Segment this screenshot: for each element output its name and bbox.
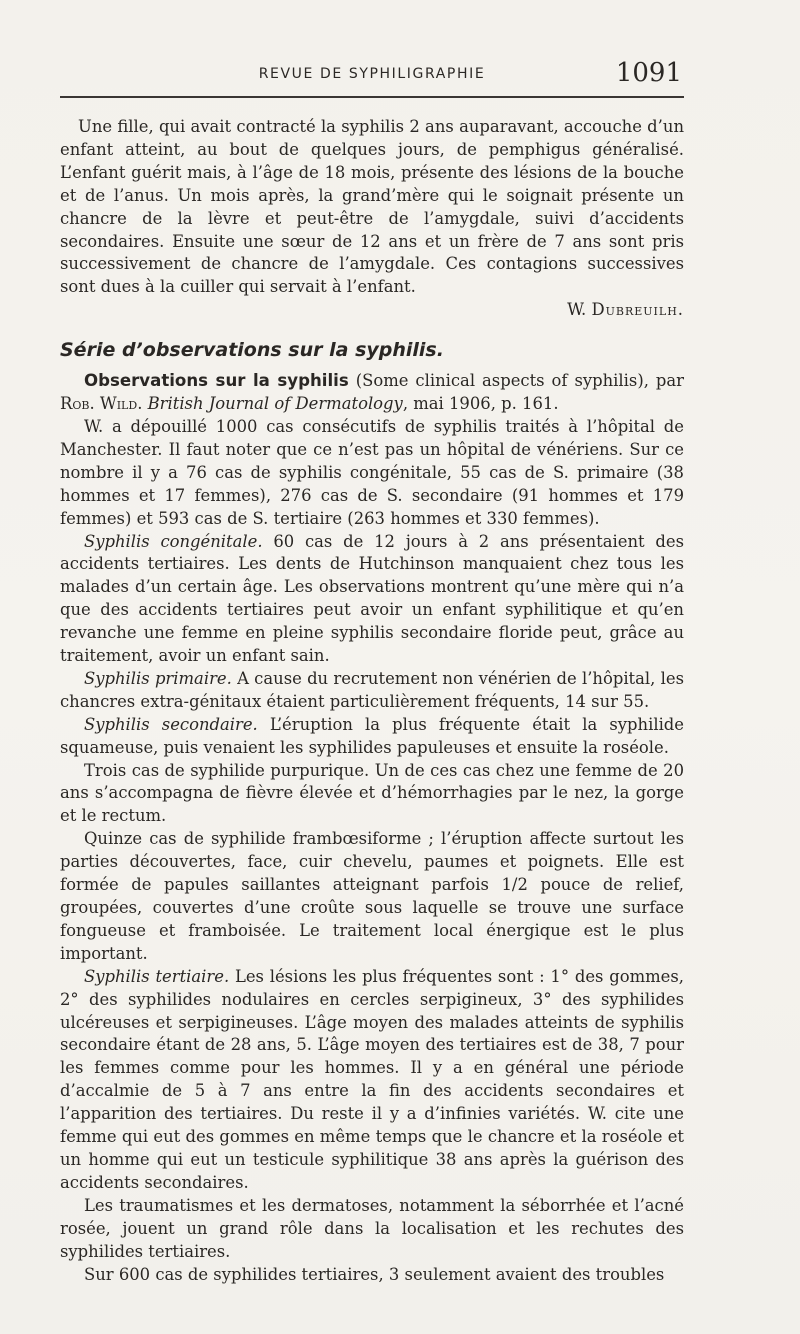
body-text (60, 116, 684, 1286)
body-paragraph (60, 1264, 684, 1287)
paragraph-text: W. a dépouillé 1000 cas consécutifs de syphilis traités à l’hôpital de Manchester. Il faut noter que ce n’est pas un hôpital de vénériens. Sur ce nombre il y a 76 cas de syphilis congénitale, 55 cas de S. primaire (38 hommes et 17 femmes), 276 cas de S. secondaire (91 hommes et 179 femmes) et 593 cas de S. tertiaire (263 hommes et 330 femmes). (60, 416, 684, 528)
journal-name: British Journal of Dermatology (147, 394, 403, 414)
body-paragraph (60, 531, 684, 668)
article-subtitle: (Some clinical aspects of syphilis), par (348, 371, 684, 391)
body-paragraph (60, 668, 684, 714)
paragraph-label: Syphilis primaire. (84, 668, 232, 688)
body-paragraph (60, 760, 684, 829)
page-number: 1091 (615, 58, 682, 88)
citation-details: , mai 1906, p. 161. (402, 394, 559, 414)
paragraph-text: A cause du recrutement non vénérien de l’hôpital, les chancres extra-génitaux étaient particulièrement fréquents, 14 sur 55. (60, 668, 684, 711)
paragraph-text: Quinze cas de syphilide frambœsiforme ; l’éruption affecte surtout les parties découvertes, face, cuir chevelu, paumes et poignets. Elle est formée de papules saillantes atteignant parfois 1/2 pouce de relief, groupées, couvertes d’une croûte sous laquelle se trouve une surface fongueuse et framboisée. Le traitement local énergique est le plus important. (60, 829, 684, 963)
header-rule (60, 96, 684, 98)
running-title: REVUE DE SYPHILIGRAPHIE (258, 66, 486, 82)
section-heading: Série d’observations sur la syphilis. (60, 339, 444, 362)
signature-initial: W. (567, 300, 592, 320)
paragraph-text: Trois cas de syphilide purpurique. Un de ces cas chez une femme de 20 ans s’accompagna de fièvre élevée et d’hémorrhagies par le nez, la gorge et le rectum. (60, 760, 684, 826)
review-text: Une fille, qui avait contracté la syphilis 2 ans auparavant, accouche d’un enfant atteint, au bout de quelques jours, de pemphigus généralisé. L’enfant guérit mais, à l’âge de 18 mois, présente des lésions de la bouche et de l’anus. Un mois après, la grand’mère qui le soignait présente un chancre de la lèvre et peut-être de l’amygdale, suivi d’accidents secondaires. Ensuite une sœur de 12 ans et un frère de 7 ans sont pris successivement de chancre de l’amygdale. Ces contagions successives sont dues à la cuiller qui servait à l’enfant. (60, 117, 684, 297)
paragraph-label: Syphilis congénitale. (84, 531, 263, 551)
body-paragraph (60, 828, 684, 965)
paragraph-text: Les lésions les plus fréquentes sont : 1° des gommes, 2° des syphilides nodulaires en cercles serpigineux, 3° des syphilides ulcéreuses et serpigineuses. L’âge moyen des malades atteints de syphilis secondaire étant de 28 ans, 5. L’âge moyen des tertiaires est de 38, 7 pour les femmes comme pour les hommes. Il y a en général une période d’accalmie de 5 à 7 ans entre la fin des accidents secondaires et l’apparition des tertiaires. Du reste il y a d’infinies variétés. W. cite une femme qui eut des gommes en même temps que le chancre et la roséole et un homme qui eut un testicule syphilitique 38 ans après la guérison des accidents secondaires. (60, 966, 684, 1192)
article-author: Rob. Wild (60, 394, 138, 414)
review-paragraph (60, 116, 684, 299)
paragraph-text: Sur 600 cas de syphilides tertiaires, 3 seulement avaient des troubles (84, 1264, 665, 1284)
body-paragraph (60, 714, 684, 760)
paragraph-text: L’éruption la plus fréquente était la syphilide squameuse, puis venaient les syphilides papuleuses et ensuite la roséole. (60, 714, 685, 757)
body-paragraph (60, 1195, 684, 1264)
signature-surname: Dubreuilh. (591, 300, 684, 320)
citation-paragraph (60, 370, 684, 416)
body-paragraph (60, 966, 684, 1195)
paragraph-label: Syphilis secondaire. (84, 714, 258, 734)
paragraph-label: Syphilis tertiaire. (84, 966, 230, 986)
author-separator: . (137, 394, 148, 414)
paragraph-text: Les traumatismes et les dermatoses, notamment la séborrhée et l’acné rosée, jouent un grand rôle dans la localisation et les rechutes des syphilides tertiaires. (60, 1195, 684, 1261)
body-paragraph (60, 416, 684, 531)
signature-line (60, 299, 684, 322)
article-title: Observations sur la syphilis (84, 371, 349, 391)
paragraph-text: 60 cas de 12 jours à 2 ans présentaient des accidents tertiaires. Les dents de Hutchinson manquaient chez tous les malades d’un certain âge. Les observations montrent qu’une mère qui n’a que des accidents tertiaires peut avoir un enfant syphilitique et qu’en revanche une femme en pleine syphilis secondaire floride peut, grâce au traitement, avoir un enfant sain. (60, 531, 684, 666)
reviewer-signature (567, 299, 684, 322)
running-head (62, 58, 682, 92)
